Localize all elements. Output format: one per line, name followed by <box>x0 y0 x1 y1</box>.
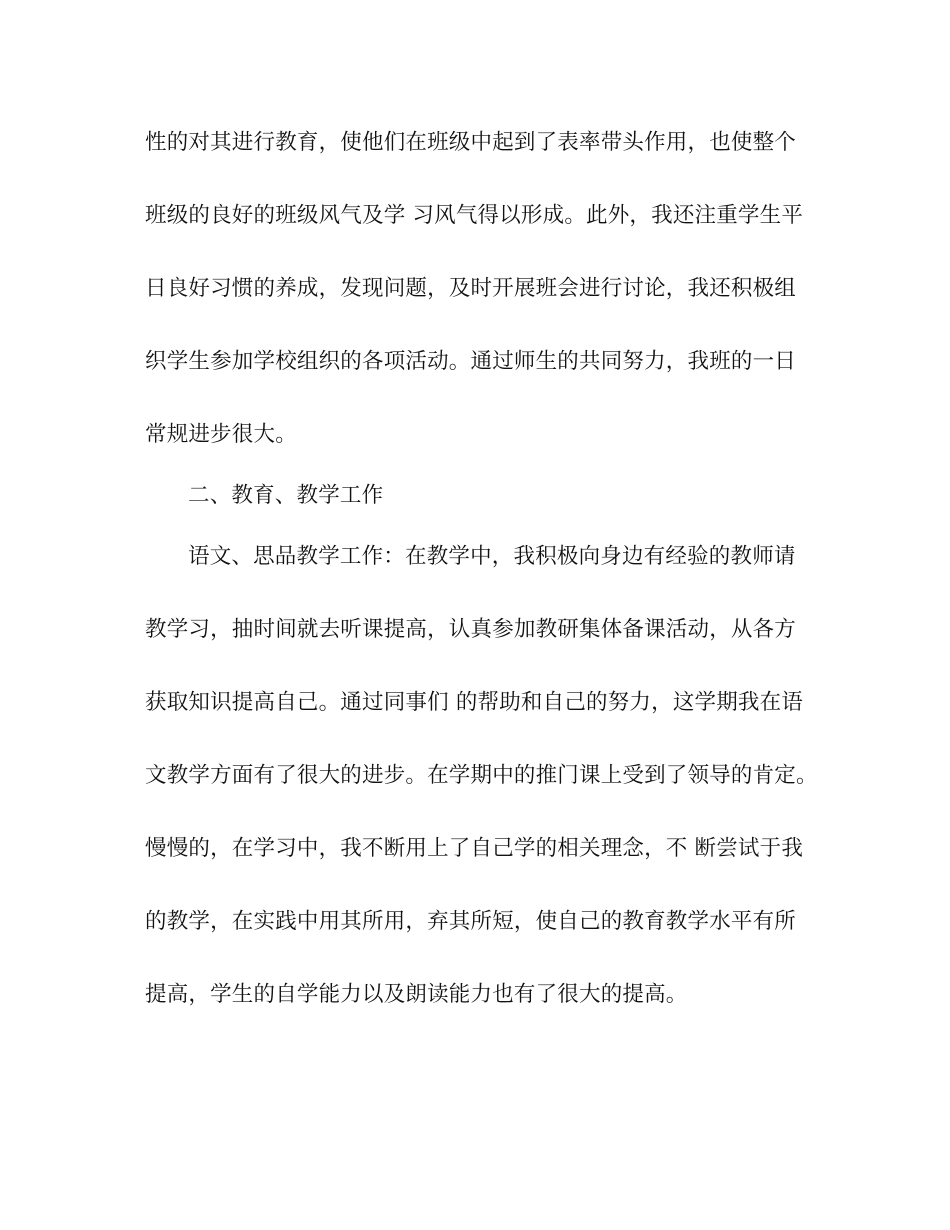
section-heading: 二、教育、教学工作 <box>188 483 384 508</box>
paragraph-line: 教学习，抽时间就去听课提高，认真参加教研集体备课活动，从各方 <box>145 617 797 642</box>
paragraph-line: 常规进步很大。 <box>145 422 297 447</box>
paragraph-line: 文教学方面有了很大的进步。在学期中的推门课上受到了领导的肯定。 <box>145 763 818 788</box>
paragraph-line: 班级的良好的班级风气及学 习风气得以形成。此外，我还注重学生平 <box>145 203 804 228</box>
paragraph-line: 慢慢的，在学习中，我不断用上了自己学的相关理念，不 断尝试于我 <box>145 836 804 861</box>
paragraph-line: 语文、思品教学工作：在教学中，我积极向身边有经验的教师请 <box>188 544 796 569</box>
paragraph-line: 提高，学生的自学能力以及朗读能力也有了很大的提高。 <box>145 982 688 1007</box>
paragraph-line: 织学生参加学校组织的各项活动。通过师生的共同努力，我班的一日 <box>145 349 797 374</box>
paragraph-line: 性的对其进行教育，使他们在班级中起到了表率带头作用，也使整个 <box>145 130 797 155</box>
paragraph-line: 日良好习惯的养成，发现问题，及时开展班会进行讨论，我还积极组 <box>145 276 797 301</box>
paragraph-line: 获取知识提高自己。通过同事们 的帮助和自己的努力，这学期我在语 <box>145 690 804 715</box>
paragraph-line: 的教学，在实践中用其所用，弃其所短，使自己的教育教学水平有所 <box>145 909 797 934</box>
